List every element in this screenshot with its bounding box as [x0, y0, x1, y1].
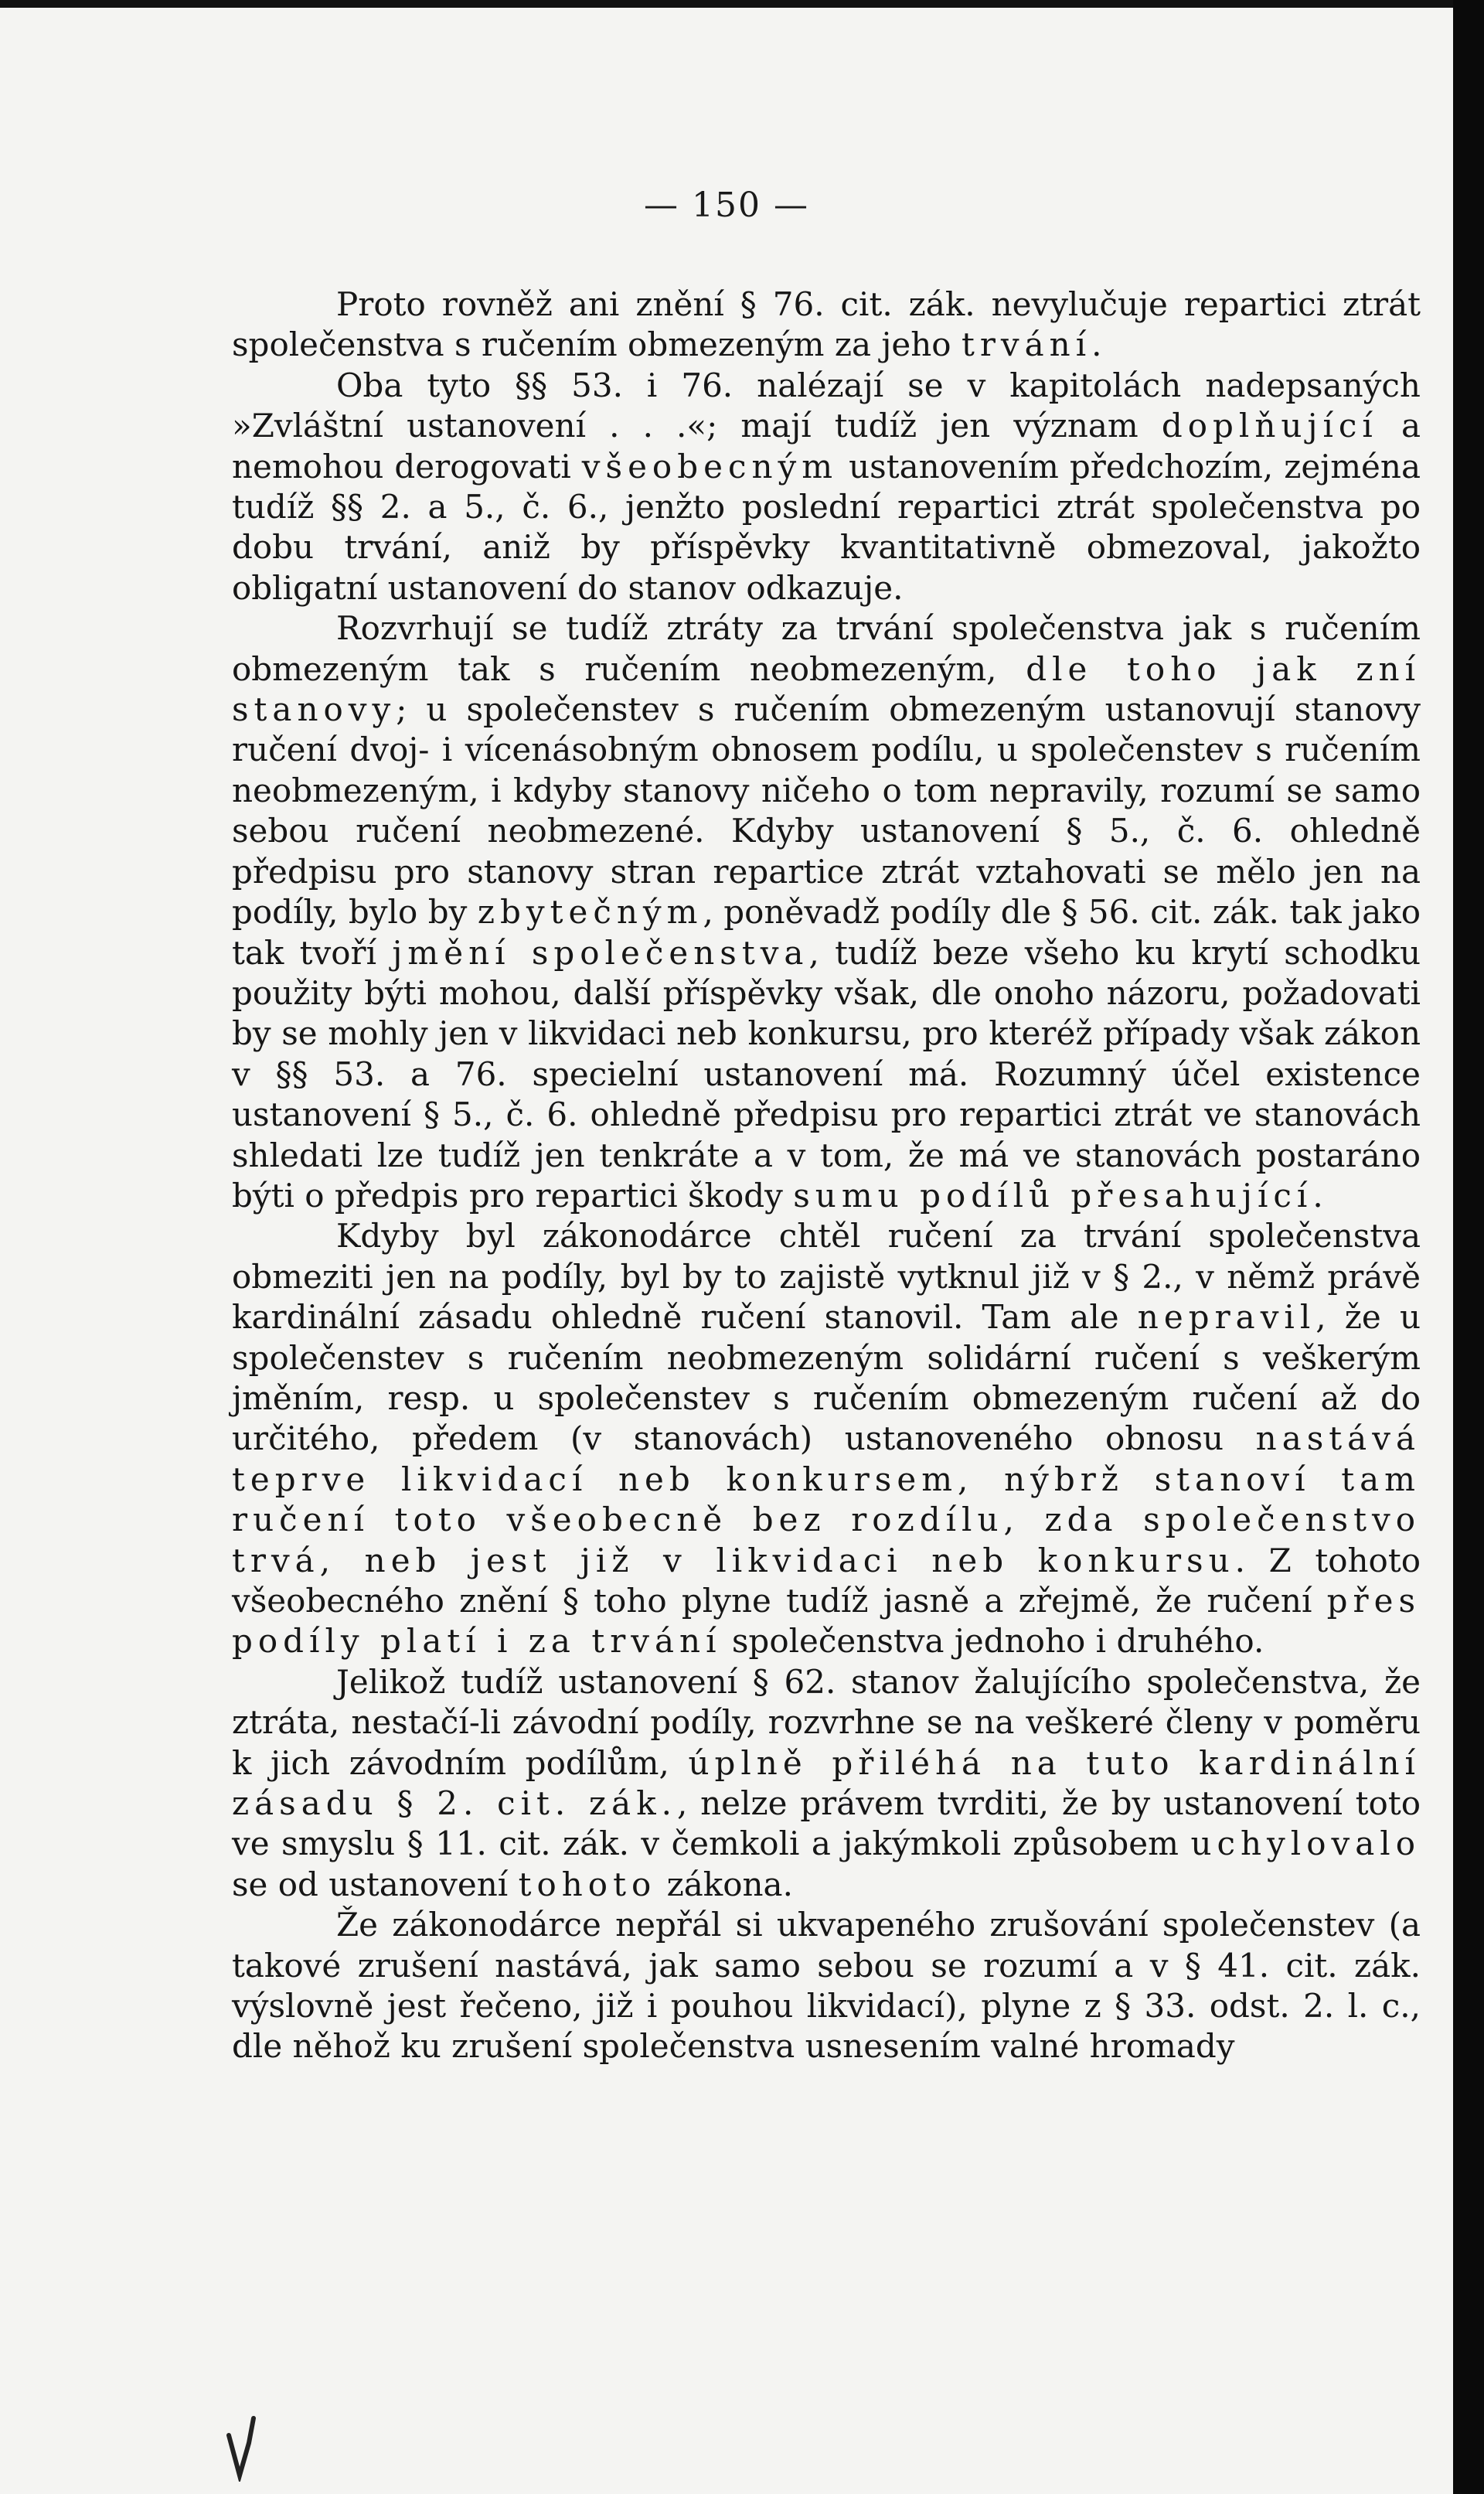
- spaced-emphasis-text: doplňující: [1161, 407, 1378, 445]
- scan-top-edge: [0, 0, 1453, 8]
- body-text: [232, 284, 1421, 2067]
- text-run: ustanovením předchozím, zejména tudíž §§ 2. a 5., č. 6., jenžto poslední repartici ztrát společenstva po dobu trvání, aniž by příspěvky kvantitativně obmezoval, jakožto obligatní ustanovení do stanov odkazuje.: [232, 447, 1421, 607]
- text-run: společenstva jednoho i druhého.: [721, 1622, 1264, 1661]
- spaced-emphasis-text: úplně přiléhá na tuto kardinální zásadu § 2. cit. zák.: [232, 1743, 1421, 1823]
- spaced-emphasis-text: dle toho jak zní stanovy: [232, 649, 1421, 729]
- spaced-emphasis-text: nepravil: [1137, 1298, 1316, 1337]
- page-number: — 150 —: [644, 186, 809, 225]
- paragraph: [232, 1216, 1421, 1661]
- text-run: Oba tyto §§ 53. i 76. nalézají se v kapitolách nadepsaných »Zvláštní ustanovení . . .«; mají tudíž jen význam: [232, 366, 1421, 445]
- text-run: ; u společenstev s ručením obmezeným ustanovují stanovy ručení dvoj- i vícenásobným obnosem podílu, u společenstev s ručením neobmezeným, i kdyby stanovy ničeho o tom nepravily, rozumí se samo sebou ručení neobmezené. Kdyby ustanovení § 5., č. 6. ohledně předpisu pro stanovy stran repartice ztrát vztahovati se mělo jen na podíly, bylo by: [232, 690, 1421, 932]
- paragraph: [232, 1662, 1421, 1905]
- paragraph: [232, 608, 1421, 1216]
- spaced-emphasis-text: zbytečným: [477, 893, 703, 932]
- scan-right-edge: [1453, 0, 1484, 2494]
- spaced-emphasis-text: jmění společenstva: [392, 933, 809, 972]
- paragraph: [232, 1905, 1421, 2067]
- spaced-emphasis-text: přes podíly platí i za trvání: [232, 1582, 1421, 1661]
- text-run: se od ustanovení: [232, 1865, 519, 1903]
- text-run: Že zákonodárce nepřál si ukvapeného zrušování společenstev (a takové zrušení nastává, jak samo sebou se rozumí a v § 41. cit. zák. výslovně jest řečeno, již i pouhou likvidací), plyne z § 33. odst. 2. l. c., dle něhož ku zrušení společenstva usnesením valné hromady: [232, 1906, 1421, 2066]
- handwritten-check-mark: [223, 2412, 269, 2482]
- spaced-emphasis-text: všeobecným: [581, 447, 839, 486]
- spaced-emphasis-text: tohoto: [518, 1865, 657, 1903]
- text-run: , poněvadž podíly dle § 56. cit. zák. tak jako tak tvoří: [232, 893, 1421, 972]
- spaced-emphasis-text: sumu podílů přesahující: [793, 1176, 1313, 1215]
- text-run: . Z tohoto všeobecného znění § toho plyne tudíž jasně a zřejmě, že ručení: [232, 1541, 1421, 1620]
- text-run: zákona.: [656, 1865, 793, 1903]
- paragraph: [232, 284, 1421, 366]
- text-run: Kdyby byl zákonodárce chtěl ručení za trvání společenstva obmeziti jen na podíly, byl by to zajistě vytknul již v § 2., v němž právě kardinální zásadu ohledně ručení stanovil. Tam ale: [232, 1217, 1421, 1337]
- spaced-emphasis-text: trvání: [961, 325, 1092, 364]
- text-run: Proto rovněž ani znění § 76. cit. zák. nevylučuje repartici ztrát společenstva s ručením obmezeným za jeho: [232, 285, 1421, 364]
- text-run: a nemohou derogovati: [232, 407, 1421, 486]
- text-run: .: [1312, 1176, 1323, 1215]
- paragraph: [232, 366, 1421, 608]
- text-run: , nelze právem tvrditi, že by ustanovení toto ve smyslu § 11. cit. zák. v čemkoli a jakýmkoli způsobem: [232, 1784, 1421, 1863]
- text-run: .: [1091, 325, 1102, 364]
- text-run: Jelikož tudíž ustanovení § 62. stanov žalujícího společenstva, že ztráta, nestačí-li závodní podíly, rozvrhne se na veškeré členy v poměru k jich závodním podílům,: [232, 1662, 1421, 1782]
- spaced-emphasis-text: uchylovalo: [1190, 1825, 1421, 1863]
- text-run: , tudíž beze všeho ku krytí schodku použity býti mohou, další příspěvky však, dle onoho názoru, požadovati by se mohly jen v likvidaci neb konkursu, pro kteréž případy však zákon v §§ 53. a 76. specielní ustanovení má. Rozumný účel existence ustanovení § 5., č. 6. ohledně předpisu pro repartici ztrát ve stanovách shledati lze tudíž jen tenkráte a v tom, že má ve stanovách postaráno býti o předpis pro repartici škody: [232, 933, 1421, 1215]
- spaced-emphasis-text: nastává teprve likvidací neb konkursem, nýbrž stanoví tam ručení toto všeobecně bez rozdílu, zda společenstvo trvá, neb jest již v likvidaci neb konkursu: [232, 1419, 1421, 1579]
- text-run: , že u společenstev s ručením neobmezeným solidární ručení s veškerým jměním, resp. u společenstev s ručením obmezeným ručení až do určitého, předem (v stanovách) ustanoveného obnosu: [232, 1298, 1421, 1458]
- text-run: Rozvrhují se tudíž ztráty za trvání společenstva jak s ručením obmezeným tak s ručením neobmezeným,: [232, 609, 1421, 688]
